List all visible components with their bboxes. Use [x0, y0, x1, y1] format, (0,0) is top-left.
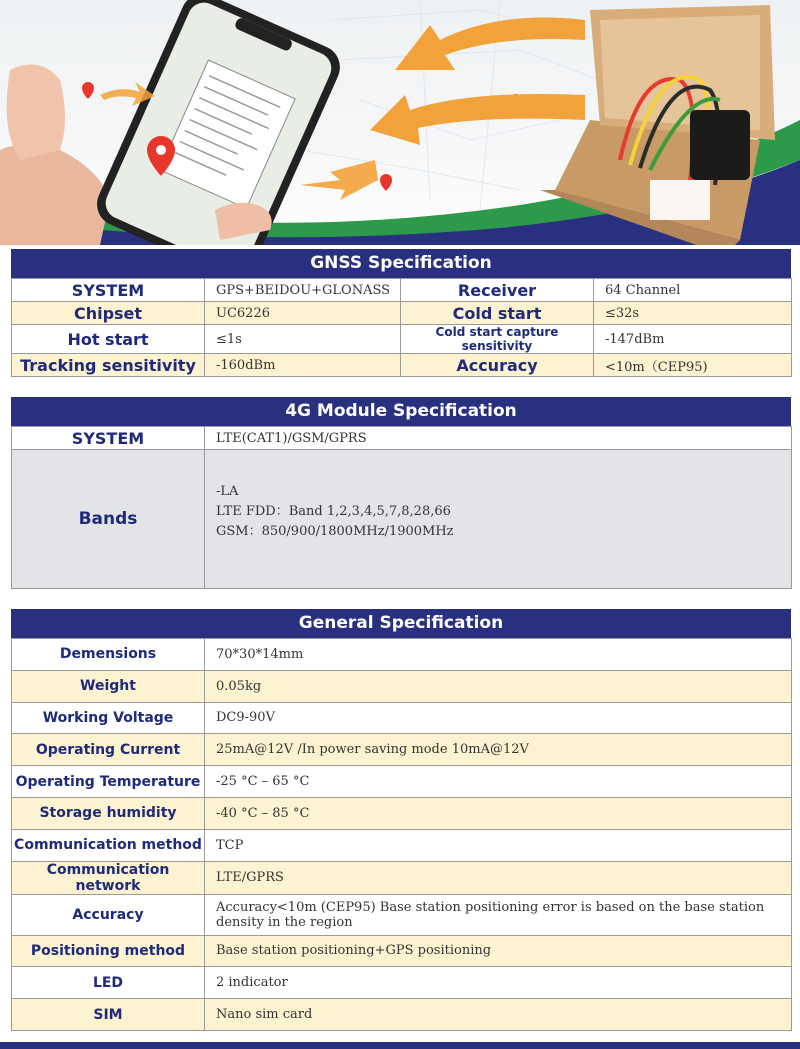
- table-row: [12, 894, 792, 935]
- spec-label: Hot start: [12, 325, 205, 354]
- spec-label: SIM: [12, 999, 205, 1031]
- spec-value: -160dBm: [205, 354, 401, 377]
- table-row: [12, 766, 792, 798]
- general-spec-title: General Specification: [11, 609, 791, 638]
- table-row: [12, 325, 792, 354]
- spec-value: DC9-90V: [205, 702, 792, 734]
- table-row: [12, 967, 792, 999]
- bottom-bar: [0, 1042, 800, 1049]
- spec-label: Weight: [12, 670, 205, 702]
- table-row: [12, 935, 792, 967]
- spec-label: LED: [12, 967, 205, 999]
- spec-value: ≤1s: [205, 325, 401, 354]
- table-row: [12, 639, 792, 671]
- table-row: [12, 279, 792, 302]
- spec-label: Operating Current: [12, 734, 205, 766]
- spec-value: TCP: [205, 829, 792, 861]
- table-row: [12, 829, 792, 861]
- spec-label: SYSTEM: [12, 279, 205, 302]
- spec-label: Demensions: [12, 639, 205, 671]
- spec-label: Storage humidity: [12, 797, 205, 829]
- spec-label: Tracking sensitivity: [12, 354, 205, 377]
- spec-value: 64 Channel: [594, 279, 792, 302]
- bands-line: LTE FDD：Band 1,2,3,4,5,7,8,28,66: [216, 504, 451, 519]
- table-row: [12, 354, 792, 377]
- spec-label: Communication method: [12, 829, 205, 861]
- spec-value: -40 °C – 85 °C: [205, 797, 792, 829]
- spec-label: Cold start: [401, 302, 594, 325]
- spec-label: Receiver: [401, 279, 594, 302]
- spec-label: Cold start capture sensitivity: [401, 325, 594, 354]
- spec-label: Operating Temperature: [12, 766, 205, 798]
- spec-value: ≤32s: [594, 302, 792, 325]
- table-row: [12, 999, 792, 1031]
- spec-value: -147dBm: [594, 325, 792, 354]
- table-row: [12, 450, 792, 589]
- spec-value: 25mA@12V /In power saving mode 10mA@12V: [205, 734, 792, 766]
- table-row: [12, 734, 792, 766]
- spec-value: 0.05kg: [205, 670, 792, 702]
- spec-value: UC6226: [205, 302, 401, 325]
- module-4g-section: [11, 397, 791, 589]
- spec-label: Communication network: [12, 861, 205, 894]
- gnss-spec-table: [11, 278, 792, 377]
- bands-line: GSM：850/900/1800MHz/1900MHz: [216, 524, 454, 539]
- spec-value: -25 °C – 65 °C: [205, 766, 792, 798]
- table-row: [12, 302, 792, 325]
- general-spec-table: [11, 638, 792, 1031]
- bands-line: -LA: [216, 484, 239, 499]
- spec-label: Accuracy: [12, 894, 205, 935]
- spec-value: <10m（CEP95): [594, 354, 792, 377]
- spec-value: Base station positioning+GPS positioning: [205, 935, 792, 967]
- table-row: [12, 797, 792, 829]
- spec-value: LTE(CAT1)/GSM/GPRS: [205, 427, 792, 450]
- spec-value: GPS+BEIDOU+GLONASS: [205, 279, 401, 302]
- hero-banner: [0, 0, 800, 245]
- spec-value: 2 indicator: [205, 967, 792, 999]
- spec-value: Nano sim card: [205, 999, 792, 1031]
- table-row: [12, 861, 792, 894]
- module-4g-table: [11, 426, 792, 589]
- spec-value: Accuracy<10m (CEP95) Base station positioning error is based on the base station density in the region: [205, 894, 792, 935]
- spec-label: Working Voltage: [12, 702, 205, 734]
- spec-label: Bands: [12, 450, 205, 589]
- general-spec-section: [11, 609, 791, 1031]
- table-row: [12, 670, 792, 702]
- table-row: [12, 427, 792, 450]
- table-row: [12, 702, 792, 734]
- spec-label: Chipset: [12, 302, 205, 325]
- spec-value: 70*30*14mm: [205, 639, 792, 671]
- gnss-spec-title: GNSS Specification: [11, 249, 791, 278]
- spec-value: LTE/GPRS: [205, 861, 792, 894]
- spec-label: Accuracy: [401, 354, 594, 377]
- bands-value: [205, 450, 792, 589]
- module-4g-title: 4G Module Specification: [11, 397, 791, 426]
- spec-label: Positioning method: [12, 935, 205, 967]
- spec-label: SYSTEM: [12, 427, 205, 450]
- hero-illustration: [0, 0, 800, 245]
- gnss-spec-section: [11, 249, 791, 377]
